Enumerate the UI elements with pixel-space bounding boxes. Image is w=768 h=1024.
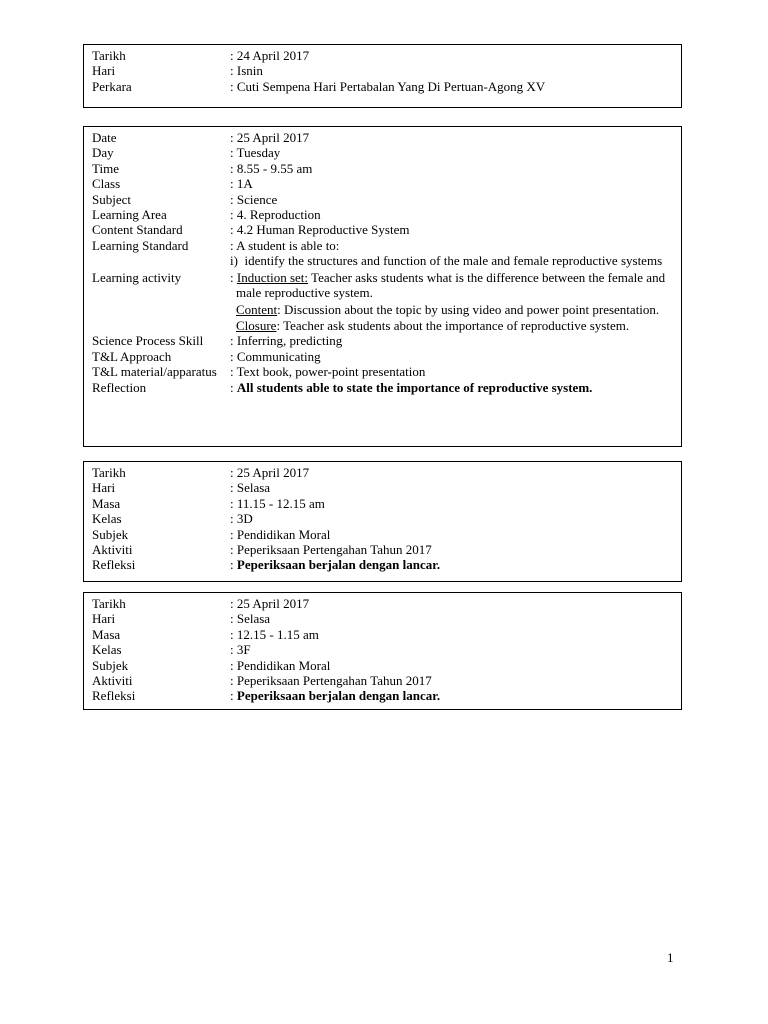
field-label: Tarikh xyxy=(92,48,126,63)
field-label: Day xyxy=(92,145,114,161)
field-label: Class xyxy=(92,176,121,192)
page-number: 1 xyxy=(667,950,674,965)
entry-row xyxy=(92,176,681,191)
field-label: Aktiviti xyxy=(92,673,133,689)
entry-row xyxy=(92,192,681,207)
field-label: Subject xyxy=(92,191,131,207)
reflection-value xyxy=(230,557,681,572)
entry-row xyxy=(92,145,681,160)
entry-row xyxy=(92,658,681,673)
field-value: : Text book, power-point presentation xyxy=(230,364,426,380)
entry-row xyxy=(92,349,681,364)
learning-standard-value xyxy=(230,238,681,269)
field-value: : 11.15 - 12.15 am xyxy=(230,495,325,511)
field-label: Science Process Skill xyxy=(92,333,204,349)
entry-row xyxy=(92,496,681,511)
field-value: : 25 April 2017 xyxy=(230,130,310,145)
entry-row xyxy=(92,596,681,611)
field-label: Kelas xyxy=(92,642,122,658)
colon: : xyxy=(230,269,237,285)
field-value: : Pendidikan Moral xyxy=(230,526,331,542)
field-label: Time xyxy=(92,160,119,176)
field-value: : 8.55 - 9.55 am xyxy=(230,160,313,176)
field-label: Kelas xyxy=(92,511,122,527)
field-label: Learning Standard xyxy=(92,237,189,253)
field-value: : 12.15 - 1.15 am xyxy=(230,626,319,642)
field-label: Hari xyxy=(92,611,116,627)
entry-row xyxy=(92,542,681,557)
standard-item xyxy=(230,253,673,268)
reflection-value xyxy=(230,688,681,703)
content-block xyxy=(230,302,673,317)
field-value: : 24 April 2017 xyxy=(230,48,310,63)
field-label: Masa xyxy=(92,626,121,642)
field-label: Subjek xyxy=(92,526,129,542)
induction-block xyxy=(230,270,673,301)
colon: : xyxy=(230,557,237,573)
entry-row xyxy=(92,238,681,269)
field-label: Perkara xyxy=(92,78,132,94)
field-value: : Science xyxy=(230,191,278,207)
field-label: Refleksi xyxy=(92,557,136,573)
entry-row xyxy=(92,270,681,334)
field-value: : Selasa xyxy=(230,480,271,496)
entry-row xyxy=(92,79,681,94)
entry-row xyxy=(92,557,681,572)
entry-row xyxy=(92,63,681,78)
induction-text: Teacher asks students what is the difference between the female and male reproductive system. xyxy=(236,269,666,301)
closure-block xyxy=(230,318,673,333)
field-value: : Isnin xyxy=(230,63,263,79)
field-value: : 1A xyxy=(230,176,253,192)
field-label: Masa xyxy=(92,495,121,511)
field-label: Date xyxy=(92,130,117,145)
colon: : xyxy=(230,379,237,395)
field-value: : Selasa xyxy=(230,611,271,627)
entry-row xyxy=(92,380,681,395)
field-label: Refleksi xyxy=(92,688,136,704)
field-label: Tarikh xyxy=(92,596,126,611)
field-value: : Cuti Sempena Hari Pertabalan Yang Di Pertuan-Agong XV xyxy=(230,78,546,94)
reflection-text: Peperiksaan berjalan dengan lancar. xyxy=(236,557,441,573)
field-value: : A student is able to: xyxy=(230,237,340,253)
holiday-entry-box xyxy=(83,44,682,108)
entry-row xyxy=(92,364,681,379)
field-label: Tarikh xyxy=(92,465,126,480)
entry-row xyxy=(92,511,681,526)
entry-row xyxy=(92,480,681,495)
field-value: : 4.2 Human Reproductive System xyxy=(230,222,410,238)
field-value: : Inferring, predicting xyxy=(230,333,343,349)
moral-lesson-box-3f xyxy=(83,592,682,710)
item-text: identify the structures and function of the male and female reproductive systems xyxy=(244,253,663,269)
field-label: T&L Approach xyxy=(92,348,172,364)
field-value: : Communicating xyxy=(230,348,321,364)
moral-lesson-box-3d xyxy=(83,461,682,582)
field-label: T&L material/apparatus xyxy=(92,364,217,380)
entry-row xyxy=(92,48,681,63)
entry-row xyxy=(92,161,681,176)
field-value: : 25 April 2017 xyxy=(230,596,310,611)
field-label: Learning activity xyxy=(92,269,182,285)
field-label: Reflection xyxy=(92,379,147,395)
field-label: Content Standard xyxy=(92,222,183,238)
field-value: : Pendidikan Moral xyxy=(230,657,331,673)
field-value: : 3D xyxy=(230,511,253,527)
field-label: Aktiviti xyxy=(92,542,133,558)
entry-row xyxy=(92,333,681,348)
entry-row xyxy=(92,673,681,688)
entry-row xyxy=(92,222,681,237)
field-value: : Peperiksaan Pertengahan Tahun 2017 xyxy=(230,542,432,558)
induction-title: Induction set: xyxy=(236,269,309,285)
reflection-text: All students able to state the importance of reproductive system. xyxy=(236,379,593,395)
field-value: : Tuesday xyxy=(230,145,281,161)
learning-activity-value xyxy=(230,270,681,334)
entry-row xyxy=(92,527,681,542)
entry-row xyxy=(92,627,681,642)
entry-row xyxy=(92,642,681,657)
field-value: : 4. Reproduction xyxy=(230,207,321,223)
entry-row xyxy=(92,207,681,222)
field-value: : 25 April 2017 xyxy=(230,465,310,480)
field-value: : 3F xyxy=(230,642,251,658)
item-marker: i) xyxy=(230,253,238,269)
content-title: Content xyxy=(236,302,278,318)
field-label: Hari xyxy=(92,480,116,496)
closure-text: : Teacher ask students about the importance of reproductive system. xyxy=(276,317,630,333)
entry-row xyxy=(92,611,681,626)
field-value: : Peperiksaan Pertengahan Tahun 2017 xyxy=(230,673,432,689)
colon: : xyxy=(230,688,237,704)
content-text: : Discussion about the topic by using video and power point presentation. xyxy=(277,302,660,318)
field-label: Hari xyxy=(92,63,116,79)
science-lesson-box xyxy=(83,126,682,447)
field-label: Learning Area xyxy=(92,207,167,223)
reflection-value xyxy=(230,380,681,395)
field-label: Subjek xyxy=(92,657,129,673)
entry-row xyxy=(92,688,681,703)
reflection-text: Peperiksaan berjalan dengan lancar. xyxy=(236,688,441,704)
entry-row xyxy=(92,465,681,480)
entry-row xyxy=(92,130,681,145)
closure-title: Closure xyxy=(236,317,277,333)
